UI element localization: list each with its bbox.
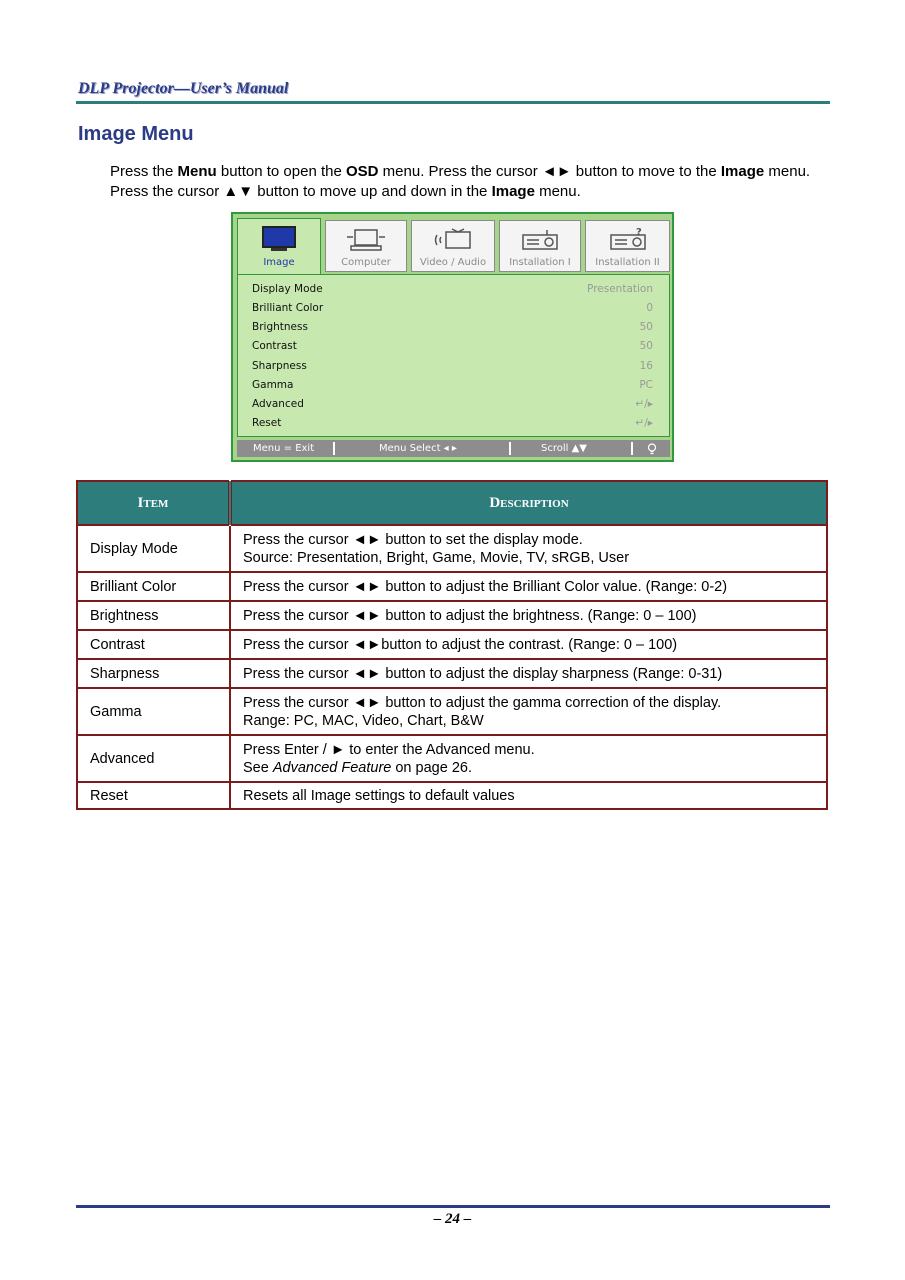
running-header: DLP Projector—User’s Manual xyxy=(78,80,289,97)
osd-row: Gamma PC xyxy=(252,379,653,391)
osd-tab-video-audio: Video / Audio xyxy=(411,220,495,272)
osd-tab-installation-1: Installation I xyxy=(499,220,581,272)
intro-paragraph: Press the Menu button to open the OSD menu. Press the cursor ◄► button to move to the Image menu. Press the cursor ▲▼ button to move up and down in the Image menu. xyxy=(110,163,811,200)
footer-rule xyxy=(76,1205,830,1208)
osd-footer-divider xyxy=(333,442,335,455)
osd-row: Contrast 50 xyxy=(252,340,653,352)
image-menu-table xyxy=(76,480,828,810)
osd-row: Sharpness 16 xyxy=(252,360,653,372)
description-column-header: Description xyxy=(230,481,827,525)
osd-row: Brightness 50 xyxy=(252,321,653,333)
table-row: Contrast Press the cursor ◄►button to adjust the contrast. (Range: 0 – 100) xyxy=(77,630,827,659)
osd-row: Brilliant Color 0 xyxy=(252,302,653,314)
osd-tabs xyxy=(237,218,670,276)
section-title: Image Menu xyxy=(78,123,194,145)
table-row: Brightness Press the cursor ◄► button to adjust the brightness. (Range: 0 – 100) xyxy=(77,601,827,630)
osd-footer-exit: Menu = Exit xyxy=(253,443,315,454)
osd-tab-image: Image xyxy=(237,218,321,276)
header-rule xyxy=(76,101,830,104)
osd-row: Reset ↵/▸ xyxy=(252,417,653,429)
osd-footer-bar xyxy=(237,440,670,457)
item-column-header: Item xyxy=(77,481,230,525)
table-row: Advanced Press Enter / ► to enter the Advanced menu. See Advanced Feature on page 26. xyxy=(77,735,827,782)
table-header-row xyxy=(77,481,827,525)
monitor-icon xyxy=(261,225,297,253)
osd-row: Advanced ↵/▸ xyxy=(252,398,653,410)
page-number: – 24 – xyxy=(433,1211,472,1227)
svg-text:?: ? xyxy=(635,227,642,238)
osd-footer-divider xyxy=(631,442,633,455)
table-row: Display Mode Press the cursor ◄► button to set the display mode. Source: Presentation, Bright, Game, Movie, TV, sRGB, User xyxy=(77,525,827,572)
osd-footer-scroll: Scroll ▲▼ xyxy=(541,443,587,454)
projector-icon xyxy=(519,227,561,253)
osd-tab-installation-2: ? Installation II xyxy=(585,220,670,272)
table-row: Brilliant Color Press the cursor ◄► button to adjust the Brilliant Color value. (Range: 0-2) xyxy=(77,572,827,601)
osd-settings-list xyxy=(237,274,670,437)
cross-reference-link: Advanced Feature xyxy=(272,759,392,776)
osd-footer-divider xyxy=(509,442,511,455)
table-row: Reset Resets all Image settings to default values xyxy=(77,782,827,809)
projector-help-icon xyxy=(607,227,649,253)
osd-tab-computer: Computer xyxy=(325,220,407,272)
osd-row: Display Mode Presentation xyxy=(252,283,653,295)
computer-icon xyxy=(345,227,387,253)
table-row: Gamma Press the cursor ◄► button to adjust the gamma correction of the display. Range: PC, MAC, Video, Chart, B&W xyxy=(77,688,827,735)
table-row: Sharpness Press the cursor ◄► button to adjust the display sharpness (Range: 0-31) xyxy=(77,659,827,688)
video-audio-icon xyxy=(432,227,474,253)
bulb-icon xyxy=(647,443,657,455)
osd-footer-select: Menu Select ◂ ▸ xyxy=(379,443,457,454)
osd-menu-screenshot xyxy=(231,212,674,462)
